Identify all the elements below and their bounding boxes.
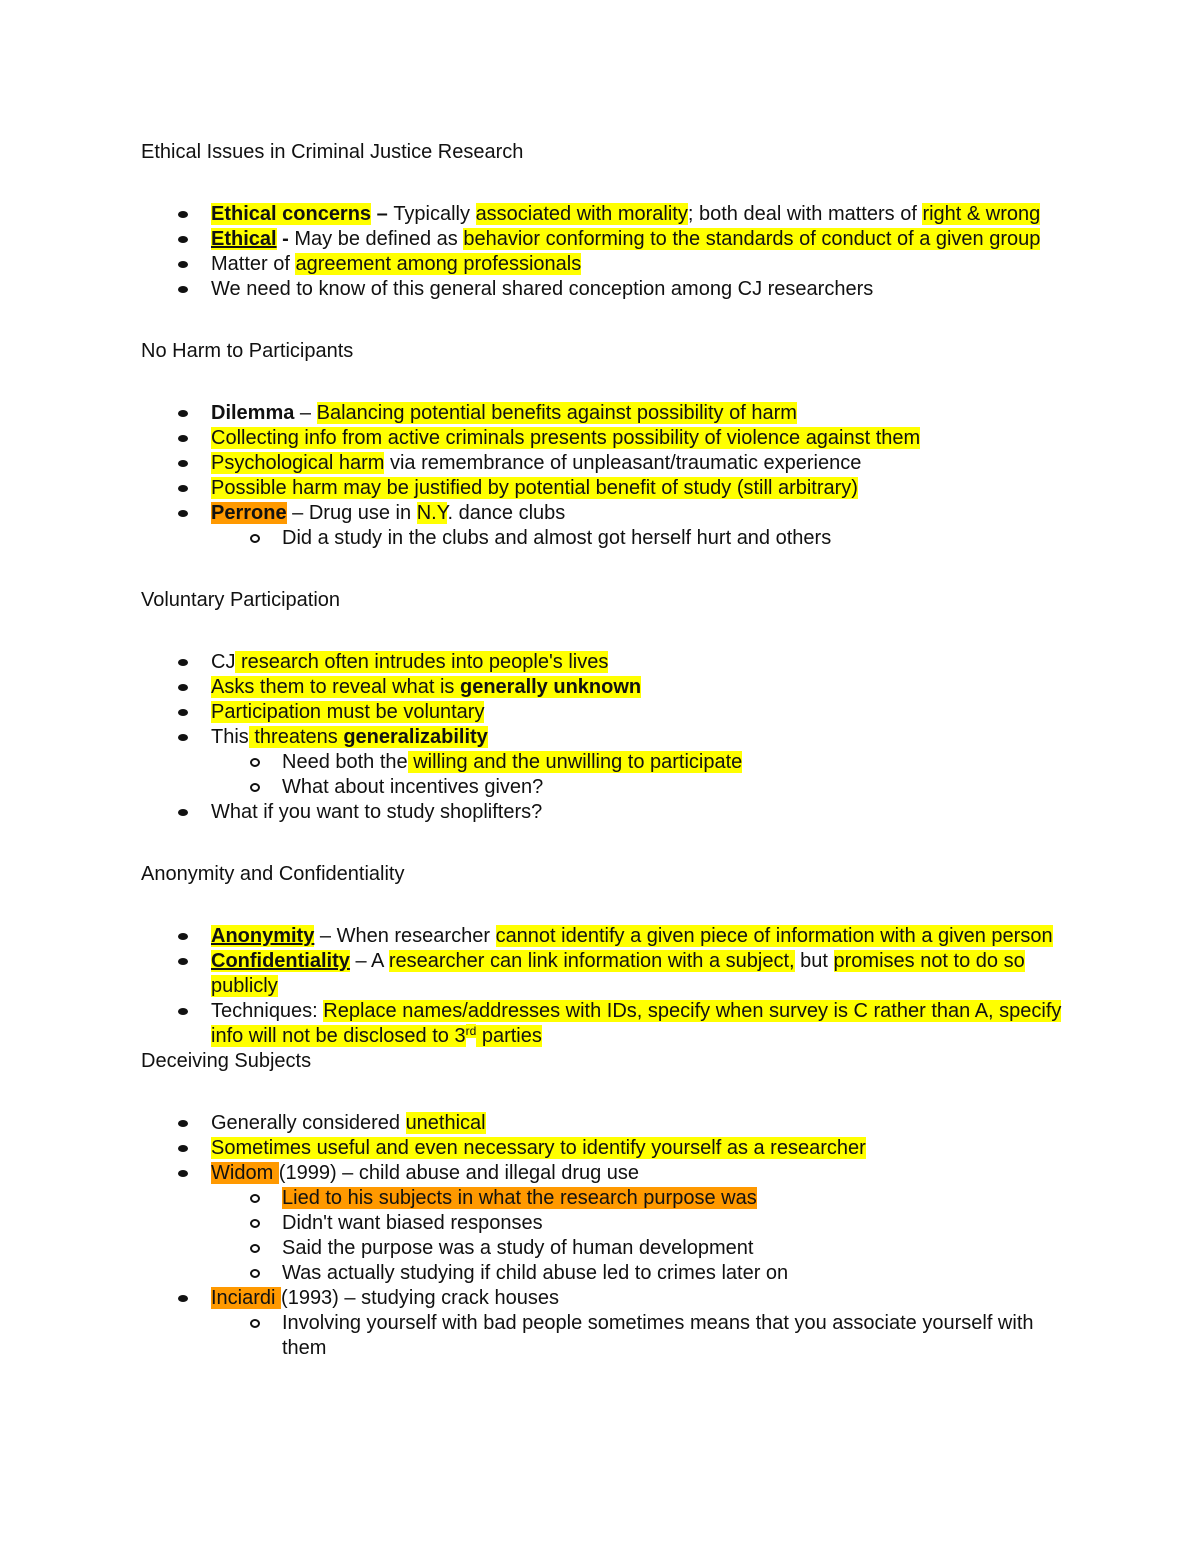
section-title-ethical-issues: Ethical Issues in Criminal Justice Research: [141, 141, 524, 163]
document-page: [141, 140, 1071, 1361]
anonymity-list: [141, 924, 1071, 1049]
highlight: threatens: [248, 726, 344, 748]
section-title-no-harm: No Harm to Participants: [141, 340, 354, 362]
superscript: rd: [465, 1024, 477, 1038]
text: ; both deal with matters of: [687, 203, 923, 225]
text: Drug use in: [308, 502, 417, 524]
highlight: associated with morality: [475, 203, 688, 225]
separator: –: [286, 502, 309, 524]
text: May be defined as: [294, 228, 464, 250]
sub-list-item: [282, 1311, 1071, 1361]
section-title-voluntary: Voluntary Participation: [141, 589, 341, 611]
section-title-anonymity: Anonymity and Confidentiality: [141, 863, 405, 885]
term-inciardi: Inciardi: [211, 1287, 282, 1309]
highlight: Sometimes useful and even necessary to identify yourself as a researcher: [211, 1137, 866, 1159]
highlight: Collecting info from active criminals presents possibility of violence against them: [211, 427, 921, 449]
list-item: [211, 924, 1071, 949]
sub-list-item: [282, 1236, 1071, 1261]
term-ethical: Ethical: [211, 228, 277, 250]
highlight: unethical: [405, 1112, 486, 1134]
list-item: [211, 800, 1071, 825]
list-item: [211, 252, 1071, 277]
text: This: [211, 726, 249, 748]
list-item: [211, 426, 1071, 451]
highlight: cannot identify a given piece of information with a given person: [495, 925, 1053, 947]
voluntary-list: [141, 650, 1071, 825]
sub-list: [211, 1311, 1071, 1361]
list-item: [211, 476, 1071, 501]
list-item: [211, 401, 1071, 426]
list-item: [211, 650, 1071, 675]
text: Need both the: [282, 751, 408, 773]
list-item: [211, 227, 1071, 252]
list-item: [211, 451, 1071, 476]
term-widom: Widom: [211, 1162, 279, 1184]
sub-list: [211, 750, 1071, 800]
ethical-list: [141, 202, 1071, 302]
text: A: [371, 950, 389, 972]
text: Typically: [393, 203, 476, 225]
list-item: [211, 1136, 1071, 1161]
term-dilemma: Dilemma: [211, 402, 295, 424]
highlight: Possible harm may be justified by potential benefit of study (still arbitrary): [211, 477, 858, 499]
separator: –: [349, 950, 372, 972]
highlight-orange: Lied to his subjects in what the research purpose was: [282, 1187, 757, 1209]
list-item: [211, 202, 1071, 227]
highlight: research often intrudes into people's lives: [235, 651, 609, 673]
list-item: [211, 1161, 1071, 1286]
separator: –: [294, 402, 317, 424]
text: What about incentives given?: [282, 776, 544, 798]
sub-list-item: [282, 750, 1071, 775]
text: Matter of: [211, 253, 296, 275]
list-item: [211, 277, 1071, 302]
highlight: agreement among professionals: [295, 253, 582, 275]
sub-list: [211, 526, 1071, 551]
list-item: [211, 725, 1071, 800]
term-perrone: Perrone: [211, 502, 287, 524]
term-anonymity: Anonymity: [211, 925, 315, 947]
highlight: researcher can link information with a subject,: [388, 950, 795, 972]
text: Said the purpose was a study of human development: [282, 1237, 754, 1259]
separator: -: [276, 228, 295, 250]
highlight: promises not to do so publicly: [211, 950, 1025, 997]
text: Did a study in the clubs and almost got herself hurt and others: [282, 527, 832, 549]
text: Was actually studying if child abuse led to crimes later on: [282, 1262, 789, 1284]
highlight-bold: generalizability: [343, 726, 488, 748]
text: We need to know of this general shared conception among CJ researchers: [211, 278, 874, 300]
sub-list: [211, 1186, 1071, 1286]
text: Involving yourself with bad people sometimes means that you associate yourself with them: [282, 1312, 1034, 1359]
text: When researcher: [336, 925, 496, 947]
highlight-bold: generally unknown: [459, 676, 642, 698]
list-item: [211, 1286, 1071, 1361]
highlight: Participation must be voluntary: [211, 701, 485, 723]
term-confidentiality: Confidentiality: [211, 950, 350, 972]
list-item: [211, 700, 1071, 725]
sub-list-item: [282, 1261, 1071, 1286]
text: . dance clubs: [447, 502, 566, 524]
text: Didn't want biased responses: [282, 1212, 543, 1234]
sub-list-item: [282, 1186, 1071, 1211]
list-item: [211, 1111, 1071, 1136]
highlight: right & wrong: [922, 203, 1041, 225]
sub-list-item: [282, 526, 1071, 551]
highlight: Replace names/addresses with IDs, specify when survey is C rather than A, specify info will not be disclosed to 3: [211, 1000, 1062, 1047]
list-item: [211, 501, 1071, 551]
text: (1993) – studying crack houses: [281, 1287, 559, 1309]
text: What if you want to study shoplifters?: [211, 801, 543, 823]
text: Generally considered: [211, 1112, 406, 1134]
deceiving-list: [141, 1111, 1071, 1361]
text: (1999) – child abuse and illegal drug use: [278, 1162, 640, 1184]
separator: –: [371, 203, 394, 225]
list-item: [211, 999, 1071, 1049]
text: Techniques:: [211, 1000, 324, 1022]
highlight: behavior conforming to the standards of conduct of a given group: [463, 228, 1041, 250]
harm-list: [141, 401, 1071, 551]
highlight: willing and the unwilling to participate: [407, 751, 743, 773]
text: but: [794, 950, 834, 972]
highlight: Asks them to reveal what is: [211, 676, 460, 698]
highlight: Balancing potential benefits against possibility of harm: [316, 402, 797, 424]
list-item: [211, 675, 1071, 700]
separator: –: [314, 925, 337, 947]
section-title-deceiving: Deceiving Subjects: [141, 1050, 312, 1072]
list-item: [211, 949, 1071, 999]
text: via remembrance of unpleasant/traumatic experience: [384, 452, 862, 474]
text: CJ: [211, 651, 236, 673]
highlight: N.Y: [416, 502, 448, 524]
highlight: Psychological harm: [211, 452, 385, 474]
sub-list-item: [282, 775, 1071, 800]
term-ethical-concerns: Ethical concerns: [211, 203, 372, 225]
highlight: parties: [476, 1025, 542, 1047]
sub-list-item: [282, 1211, 1071, 1236]
